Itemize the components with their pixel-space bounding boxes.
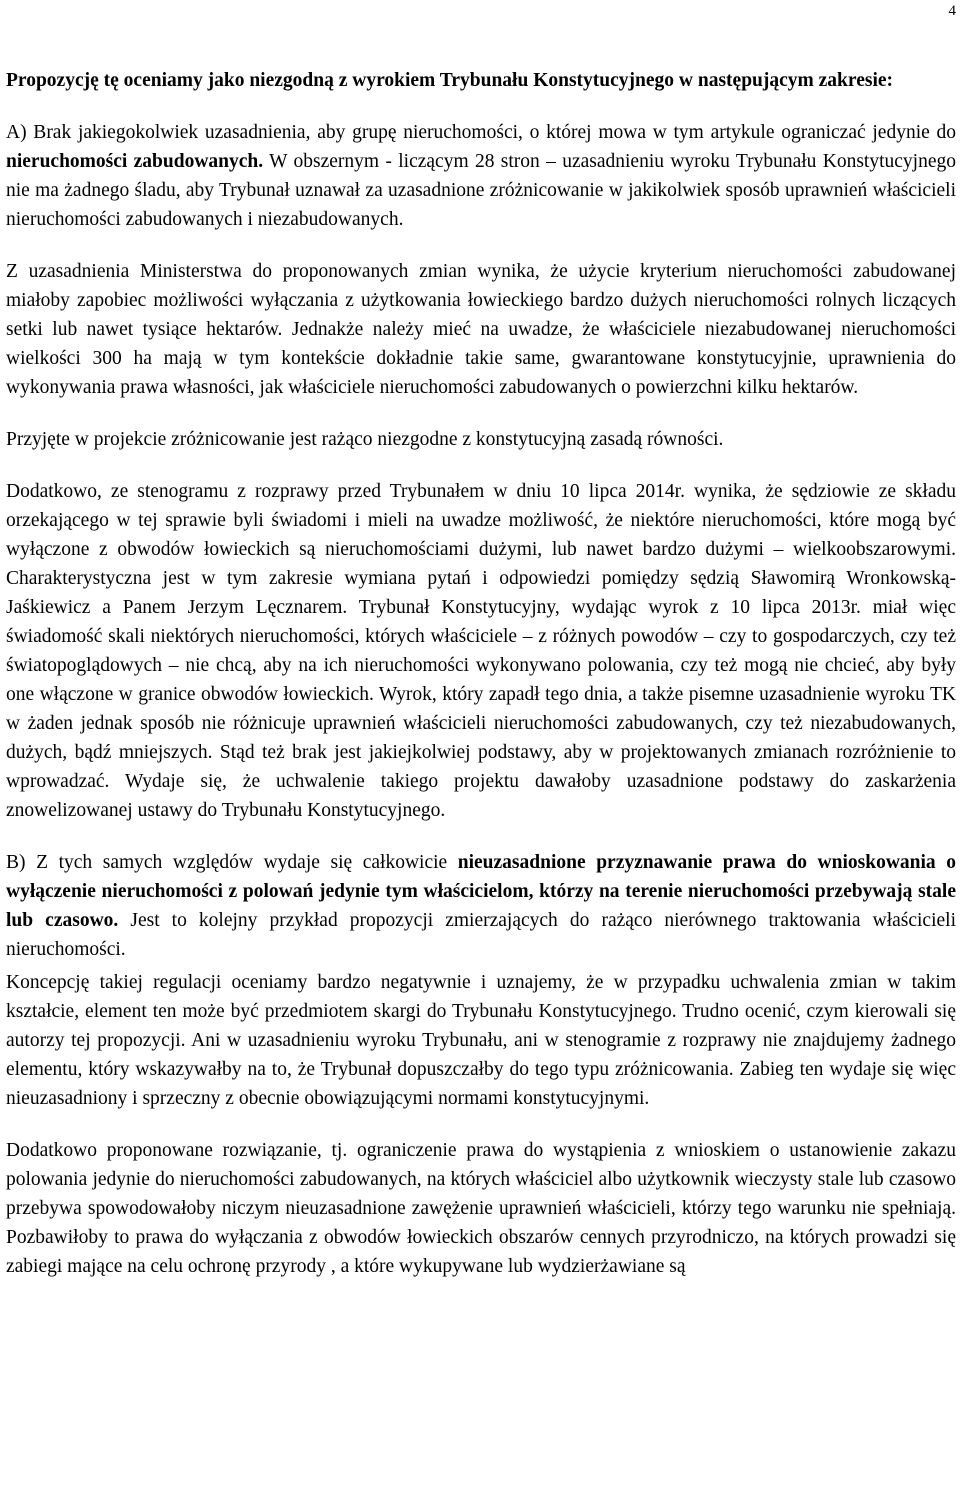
section-a-text-2: W obszernym - liczącym 28 stron – uzasadnieniu wyroku Trybunału Konstytucyjnego nie ma żadnego śladu, aby Trybunał uznawał za uzasadnione zróżnicowanie w jakikolwiek sposób uprawnień właścicieli nieruchomości zabudowanych i niezabudowanych. (6, 151, 956, 230)
section-heading (6, 66, 956, 95)
paragraph-equality-principle: Przyjęte w projekcie zróżnicowanie jest rażąco niezgodne z konstytucyjną zasadą równości. (6, 429, 724, 450)
heading-text: Propozycję tę oceniamy jako niezgodną z wyrokiem Trybunału Konstytucyjnego w następującym zakresie: (6, 70, 894, 91)
paragraph-regulation-assessment: Koncepcję takiej regulacji oceniamy bardzo negatywnie i uznajemy, że w przypadku uchwalenia zmian w takim kształcie, element ten może być przedmiotem skargi do Trybunału Konstytucyjnego. Trudno ocenić, czym kierowali się autorzy tej propozycji. Ani w uzasadnieniu wyroku Trybunału, ani w stenogramie z rozprawy nie znajdujemy żadnego elementu, który wskazywałby na to, że Trybunał dopuszczałby do tego typu zróżnicowania. Zabieg ten wydaje się więc nieuzasadniony i sprzeczny z obecnie obowiązującymi normami konstytucyjnymi. (6, 972, 956, 1109)
section-b-text-1: B) Z tych samych względów wydaje się całkowicie (6, 852, 458, 873)
section-a-paragraph (6, 118, 956, 234)
section-b-paragraph (6, 848, 956, 964)
page-number: 4 (948, 3, 956, 19)
section-b-bold-1: nieuzasadnione przyznawanie prawa do wnioskowania o wyłączenie nieruchomości z polowań jedynie tym właścicielom, którzy na terenie nieruchomości przebywają stale lub czasowo. (6, 852, 956, 931)
paragraph-ministry-justification: Z uzasadnienia Ministerstwa do proponowanych zmian wynika, że użycie kryterium nieruchomości zabudowanej miałoby zapobiec możliwości wyłączania z użytkowania łowieckiego bardzo dużych nieruchomości rolnych liczących setki lub nawet tysiące hektarów. Jednakże należy mieć na uwadze, że właściciele niezabudowanej nieruchomości wielkości 300 ha mają w tym kontekście dokładnie takie same, gwarantowane konstytucyjnie, uprawnienia do wykonywania prawa własności, jak właściciele nieruchomości zabudowanych o powierzchni kilku hektarów. (6, 261, 956, 398)
paragraph-proposed-solution: Dodatkowo proponowane rozwiązanie, tj. ograniczenie prawa do wystąpienia z wnioskiem o ustanowienie zakazu polowania jedynie do nieruchomości zabudowanych, na których właściciel albo użytkownik wieczysty stale lub czasowo przebywa spowodowałoby niczym nieuzasadnione zawężenie uprawnień właścicieli, którzy tego warunku nie spełniają. Pozbawiłoby to prawa do wyłączania z obwodów łowieckich obszarów cennych przyrodniczo, na których prowadzi się zabiegi mające na celu ochronę przyrody , a które wykupywane lub wydzierżawiane są (6, 1140, 956, 1277)
section-b-text-2: Jest to kolejny przykład propozycji zmierzających do rażąco nierównego traktowania właścicieli nieruchomości. (6, 910, 956, 960)
section-a-bold-1: nieruchomości zabudowanych. (6, 151, 264, 172)
section-a-text-1: A) Brak jakiegokolwiek uzasadnienia, aby grupę nieruchomości, o której mowa w tym artykule ograniczać jedynie do (6, 122, 956, 143)
paragraph-stenogram: Dodatkowo, ze stenogramu z rozprawy przed Trybunałem w dniu 10 lipca 2014r. wynika, że sędziowie ze składu orzekającego w tej sprawie byli świadomi i mieli na uwadze możliwość, że niektóre nieruchomości, które mogą być wyłączone z obwodów łowieckich są nieruchomościami dużymi, lub nawet bardzo dużymi – wielkoobszarowymi. Charakterystyczna jest w tym zakresie wymiana pytań i odpowiedzi pomiędzy sędzią Sławomirą Wronkowską-Jaśkiewicz a Panem Jerzym Lęcznarem. Trybunał Konstytucyjny, wydając wyrok z 10 lipca 2013r. miał więc świadomość skali niektórych nieruchomości, których właściciele – z różnych powodów – czy to gospodarczych, czy też światopoglądowych – nie chcą, aby na ich nieruchomości wykonywano polowania, czy też mogą nie chcieć, aby były one włączone w granice obwodów łowieckich. Wyrok, który zapadł tego dnia, a także pisemne uzasadnienie wyroku TK w żaden jednak sposób nie różnicuje uprawnień właścicieli nieruchomości zabudowanych, czy też niezabudowanych, dużych, bądź mniejszych. Stąd też brak jest jakiejkolwiej podstawy, aby w projektowanych zmianach rozróżnienie to wprowadzać. Wydaje się, że uchwalenie takiego projektu dawałoby uzasadnione podstawy do zaskarżenia znowelizowanej ustawy do Trybunału Konstytucyjnego. (6, 481, 956, 821)
document-body (6, 66, 956, 1281)
